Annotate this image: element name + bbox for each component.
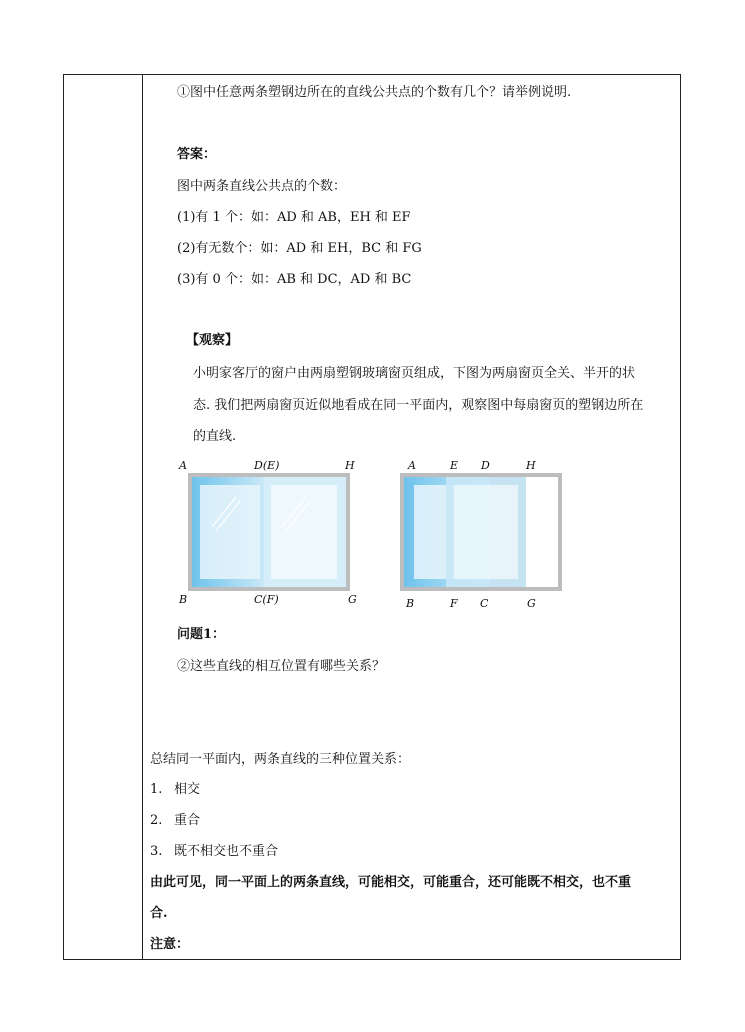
conclusion-line: 合. <box>150 906 168 921</box>
fig1-label-h: H <box>345 459 355 472</box>
fig2-label-f: F <box>450 597 458 610</box>
question-1: ①图中任意两条塑钢边所在的直线公共点的个数有几个？请举例说明. <box>177 85 572 100</box>
summary-text: 总结同一平面内，两条直线的三种位置关系： <box>150 752 411 767</box>
list-number: 3. <box>150 844 163 859</box>
fig2-label-g: G <box>527 597 536 610</box>
window-half-open-figure <box>390 455 570 615</box>
note-label: 注意： <box>150 937 190 952</box>
fig1-label-cf: C(F) <box>254 593 279 606</box>
answer-title: 答案： <box>177 147 217 162</box>
list-number: 2. <box>150 813 163 828</box>
answer-item: (3)有 0 个：如：AB 和 DC，AD 和 BC <box>177 272 412 287</box>
list-item: 既不相交也不重合 <box>174 844 279 859</box>
window-opening <box>526 477 558 587</box>
fig2-label-b: B <box>406 597 415 610</box>
table-left-column <box>64 75 143 959</box>
answer-intro: 图中两条直线公共点的个数： <box>177 179 347 194</box>
conclusion-line: 由此可见，同一平面上的两条直线，可能相交，可能重合，还可能既不相交，也不重 <box>150 875 632 890</box>
question-2: ②这些直线的相互位置有哪些关系？ <box>177 659 386 674</box>
observe-title: 【观察】 <box>186 333 239 348</box>
fig2-label-d: D <box>481 459 490 472</box>
fig2-label-h: H <box>526 459 536 472</box>
list-item: 重合 <box>174 813 201 828</box>
problem-1-label: 问题1： <box>177 627 226 642</box>
fig1-label-g: G <box>348 593 357 606</box>
fig1-label-b: B <box>179 593 188 606</box>
fig2-label-e: E <box>450 459 459 472</box>
observe-line: 态. 我们把两扇窗页近似地看成在同一平面内，观察图中每扇窗页的塑钢边所在 <box>193 398 644 413</box>
list-item: 相交 <box>174 782 201 797</box>
fig2-label-a: A <box>408 459 416 472</box>
answer-item: (2)有无数个：如：AD 和 EH，BC 和 FG <box>177 241 422 256</box>
observe-line: 小明家客厅的窗户由两扇塑钢玻璃窗页组成，下图为两扇窗页全关、半开的状 <box>193 366 636 381</box>
list-number: 1. <box>150 782 163 797</box>
window-closed-figure <box>170 455 370 615</box>
answer-item: (1)有 1 个：如：AD 和 AB，EH 和 EF <box>177 210 411 225</box>
fig1-label-a: A <box>179 459 187 472</box>
fig1-label-de: D(E) <box>254 459 280 472</box>
observe-line: 的直线. <box>193 429 237 444</box>
fig2-label-c: C <box>480 597 489 610</box>
